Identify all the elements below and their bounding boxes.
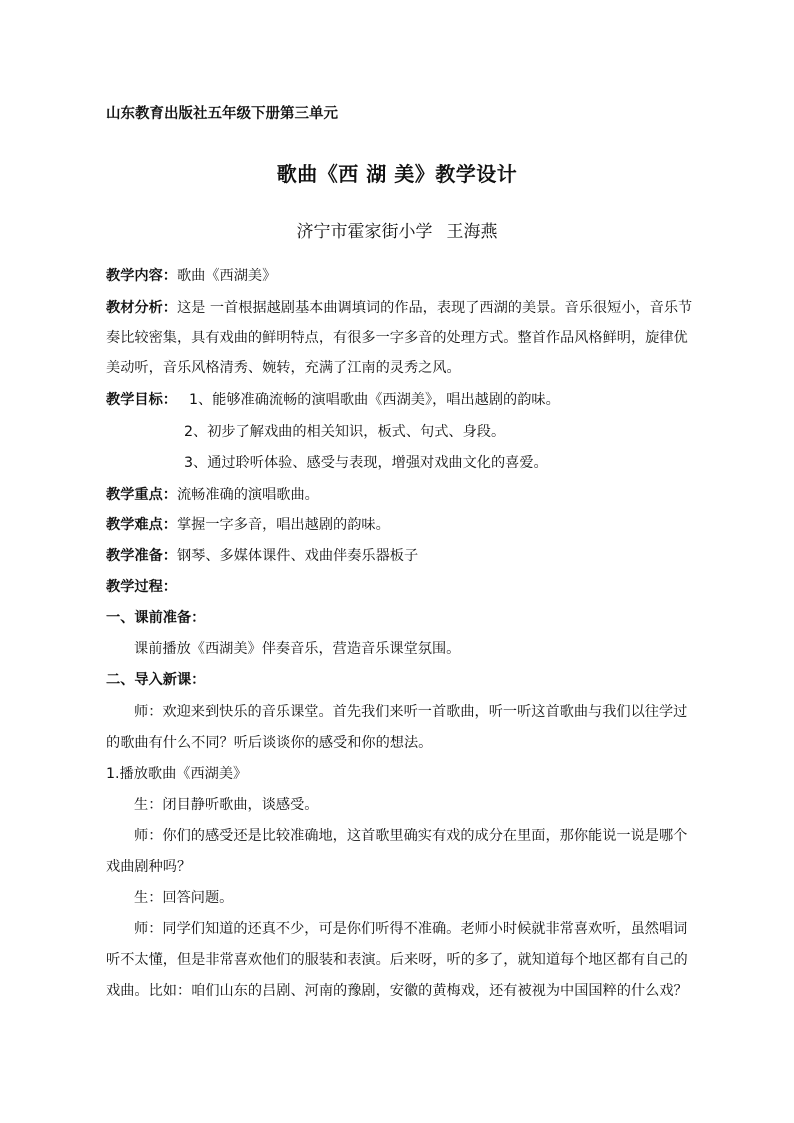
- goals-line-1: [106, 390, 560, 410]
- difficulties-label: 教学难点：: [106, 517, 177, 533]
- preparation-text: 钢琴、多媒体课件、戏曲伴奏乐器板子: [176, 548, 419, 564]
- section2-p5-line2: 听不太懂，但是非常喜欢他们的服装和表演。后来呀，听的多了，就知道每个地区都有自己的: [106, 952, 688, 968]
- teaching-content: [106, 266, 276, 286]
- document-title: 歌曲《西 湖 美》教学设计: [276, 162, 518, 186]
- difficulties: [106, 515, 390, 535]
- preparation: [106, 546, 418, 566]
- goal-item-1: 1、能够准确流畅的演唱歌曲《西湖美》，唱出越剧的韵味。: [188, 392, 560, 408]
- author-school: 济宁市霍家街小学: [296, 222, 433, 242]
- section1-heading: 一、课前准备：: [106, 610, 206, 626]
- analysis-line-2: 奏比较密集，具有戏曲的鲜明特点，有很多一字多音的处理方式。整首作品风格鲜明，旋律优: [106, 330, 688, 346]
- analysis-label: 教材分析：: [106, 300, 177, 316]
- section2-p5-line3: 戏曲。比如：咱们山东的吕剧、河南的豫剧，安徽的黄梅戏，还有被视为中国国粹的什么戏？: [106, 983, 688, 999]
- key-points: [106, 485, 319, 505]
- key-points-text: 流畅准确的演唱歌曲。: [176, 487, 319, 503]
- section2-p4: 生：回答问题。: [134, 890, 234, 906]
- section2-step1: 1.播放歌曲《西湖美》: [106, 766, 248, 782]
- teaching-content-text: 歌曲《西湖美》: [176, 268, 277, 284]
- section2-p3-line2: 戏曲剧种吗？: [106, 859, 192, 875]
- key-points-label: 教学重点：: [106, 487, 177, 503]
- section2-heading: 二、导入新课：: [106, 672, 206, 688]
- difficulties-text: 掌握一字多音，唱出越剧的韵味。: [176, 517, 390, 533]
- preparation-label: 教学准备：: [106, 548, 177, 564]
- section2-p2: 生：闭目静听歌曲，谈感受。: [134, 797, 319, 813]
- author-line: [0, 220, 794, 244]
- process-label: 教学过程：: [106, 579, 177, 595]
- section2-p1-line2: 的歌曲有什么不同？听后谈谈你的感受和你的想法。: [106, 735, 433, 751]
- analysis-line-3: 美动听，音乐风格清秀、婉转，充满了江南的灵秀之风。: [106, 360, 461, 376]
- document-header: 山东教育出版社五年级下册第三单元: [106, 106, 338, 122]
- author-name: 王海燕: [446, 222, 498, 242]
- section2-p5-line1: 师：同学们知道的还真不少，可是你们听得不准确。老师小时候就非常喜欢听，虽然唱词: [134, 921, 688, 937]
- section2-p1-line1: 师：欢迎来到快乐的音乐课堂。首先我们来听一首歌曲，听一听这首歌曲与我们以往学过: [134, 704, 688, 720]
- goal-item-3: 3、通过聆听体验、感受与表现，增强对戏曲文化的喜爱。: [184, 455, 548, 471]
- teaching-content-label: 教学内容：: [106, 268, 177, 284]
- analysis-line-1: [106, 298, 692, 318]
- goals-label: 教学目标：: [106, 392, 177, 408]
- analysis-text-1: 这是 一首根据越剧基本曲调填词的作品，表现了西湖的美景。音乐很短小，音乐节: [176, 300, 693, 316]
- section2-p3-line1: 师：你们的感受还是比较准确地，这首歌里确实有戏的成分在里面，那你能说一说是哪个: [134, 828, 688, 844]
- goal-item-2: 2、初步了解戏曲的相关知识，板式、句式、身段。: [184, 424, 506, 440]
- section1-text: 课前播放《西湖美》伴奏音乐，营造音乐课堂氛围。: [134, 641, 461, 657]
